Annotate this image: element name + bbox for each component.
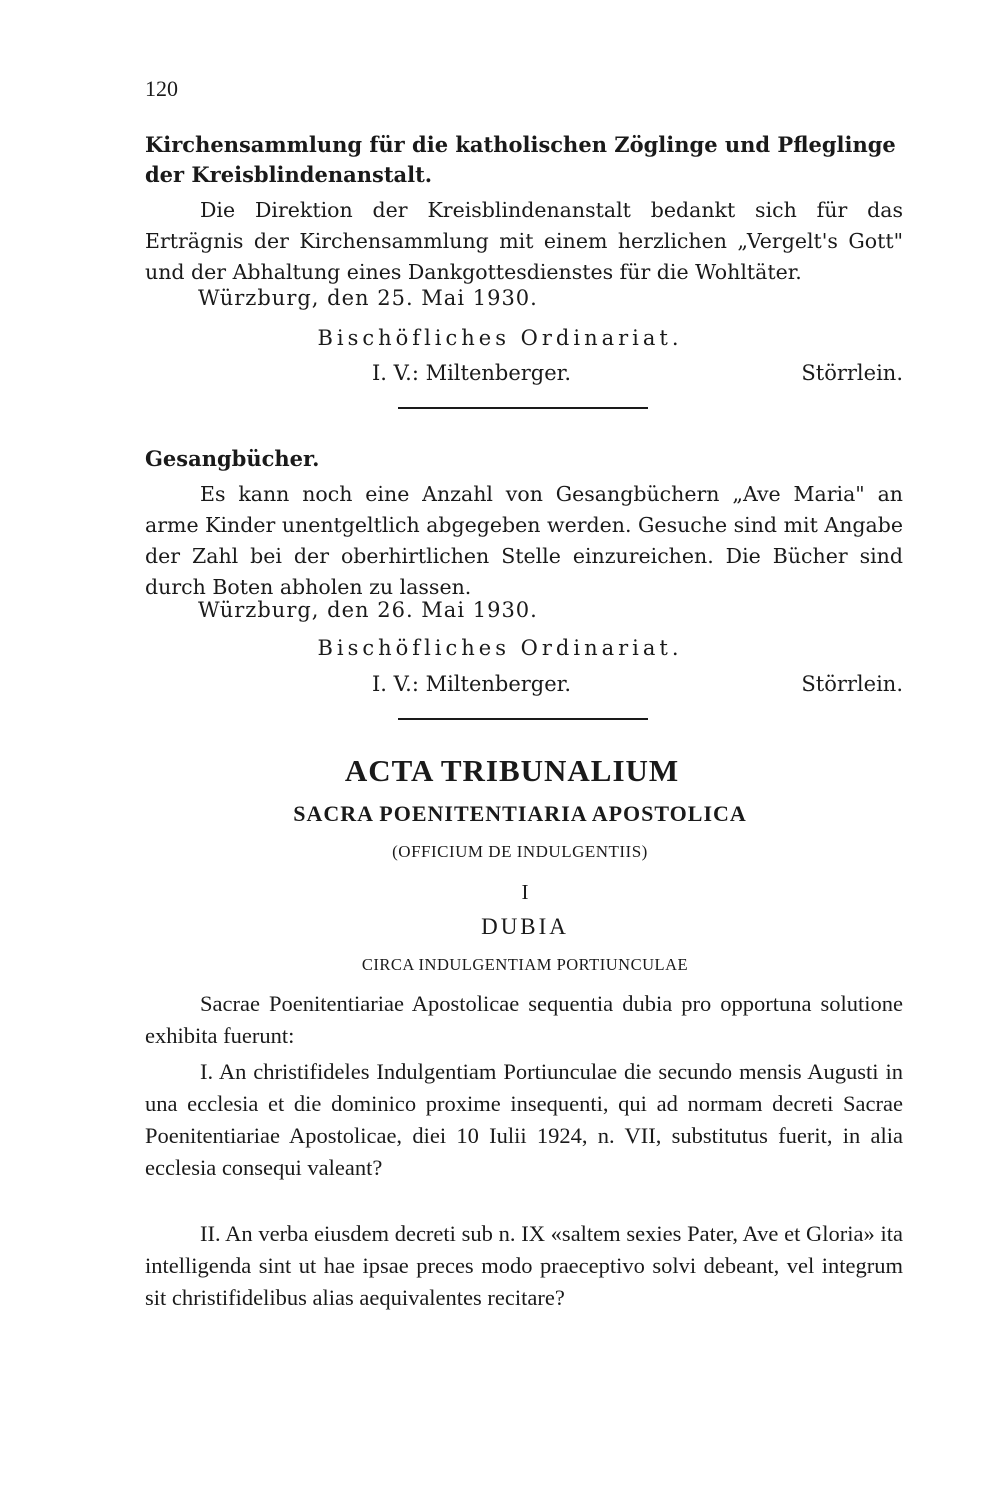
place-date: Würzburg, den 26. Mai 1930. bbox=[198, 598, 538, 622]
vicar-signature: I. V.: Miltenberger. bbox=[372, 361, 572, 385]
section-heading-gesangbuecher: Gesangbücher. bbox=[145, 446, 320, 471]
section-heading-kirchensammlung: Kirchensammlung für die katholischen Zöglinge und Pfleglinge der Kreisblindenanstalt. bbox=[145, 132, 896, 187]
dubia-intro: Sacrae Poenitentiariae Apostolicae sequentia dubia pro opportuna solutione exhibita fuerunt: bbox=[145, 991, 903, 1048]
vicar-signature: I. V.: Miltenberger. bbox=[372, 672, 572, 696]
section-divider bbox=[398, 407, 648, 409]
acta-title: ACTA TRIBUNALIUM bbox=[344, 753, 680, 788]
dubium-2: II. An verba eiusdem decreti sub n. IX «saltem sexies Pater, Ave et Gloria» ita intelligenda sint ut hae ipsae preces modo praeceptivo solvi debeant, vel integrum sit christifidelibus alias aequivalentes recitare? bbox=[145, 1221, 903, 1310]
dubia-title: DUBIA bbox=[481, 914, 569, 939]
dubia-subtitle: CIRCA INDULGENTIAM PORTIUNCULAE bbox=[361, 955, 689, 974]
page-number: 120 bbox=[145, 76, 178, 101]
place-date: Würzburg, den 25. Mai 1930. bbox=[198, 286, 538, 310]
dubium-1: I. An christifideles Indulgentiam Portiunculae die secundo mensis Augusti in una ecclesia et die dominico proxime insequenti, qui ad normam decreti Sacrae Poenitentiariae Apostolicae, diei 10 Iulii 1924, n. VII, substitutus fuerit, in alia ecclesia consequi valeant? bbox=[145, 1059, 903, 1180]
signatory-name: Störrlein. bbox=[801, 672, 903, 696]
ordinariat-signature: Bischöfliches Ordinariat. bbox=[317, 326, 683, 350]
signatory-name: Störrlein. bbox=[801, 361, 903, 385]
ordinariat-signature: Bischöfliches Ordinariat. bbox=[317, 636, 683, 660]
acta-subtitle: SACRA POENITENTIARIA APOSTOLICA bbox=[293, 801, 747, 826]
section-numeral: I bbox=[521, 880, 529, 904]
acta-office: (OFFICIUM DE INDULGENTIIS) bbox=[392, 842, 648, 861]
section-body-kirchensammlung: Die Direktion der Kreisblindenanstalt bedankt sich für das Erträgnis der Kirchensammlung mit einem herzlichen „Vergelt's Gott" und der Abhaltung eines Dankgottesdienstes für die Wohltäter. bbox=[145, 198, 903, 284]
section-divider bbox=[398, 718, 648, 720]
section-body-gesangbuecher: Es kann noch eine Anzahl von Gesangbüchern „Ave Maria" an arme Kinder unentgeltlich abgegeben werden. Gesuche sind mit Angabe der Zahl bei der oberhirtlichen Stelle einzureichen. Die Bücher sind durch Boten abholen zu lassen. bbox=[145, 482, 903, 599]
